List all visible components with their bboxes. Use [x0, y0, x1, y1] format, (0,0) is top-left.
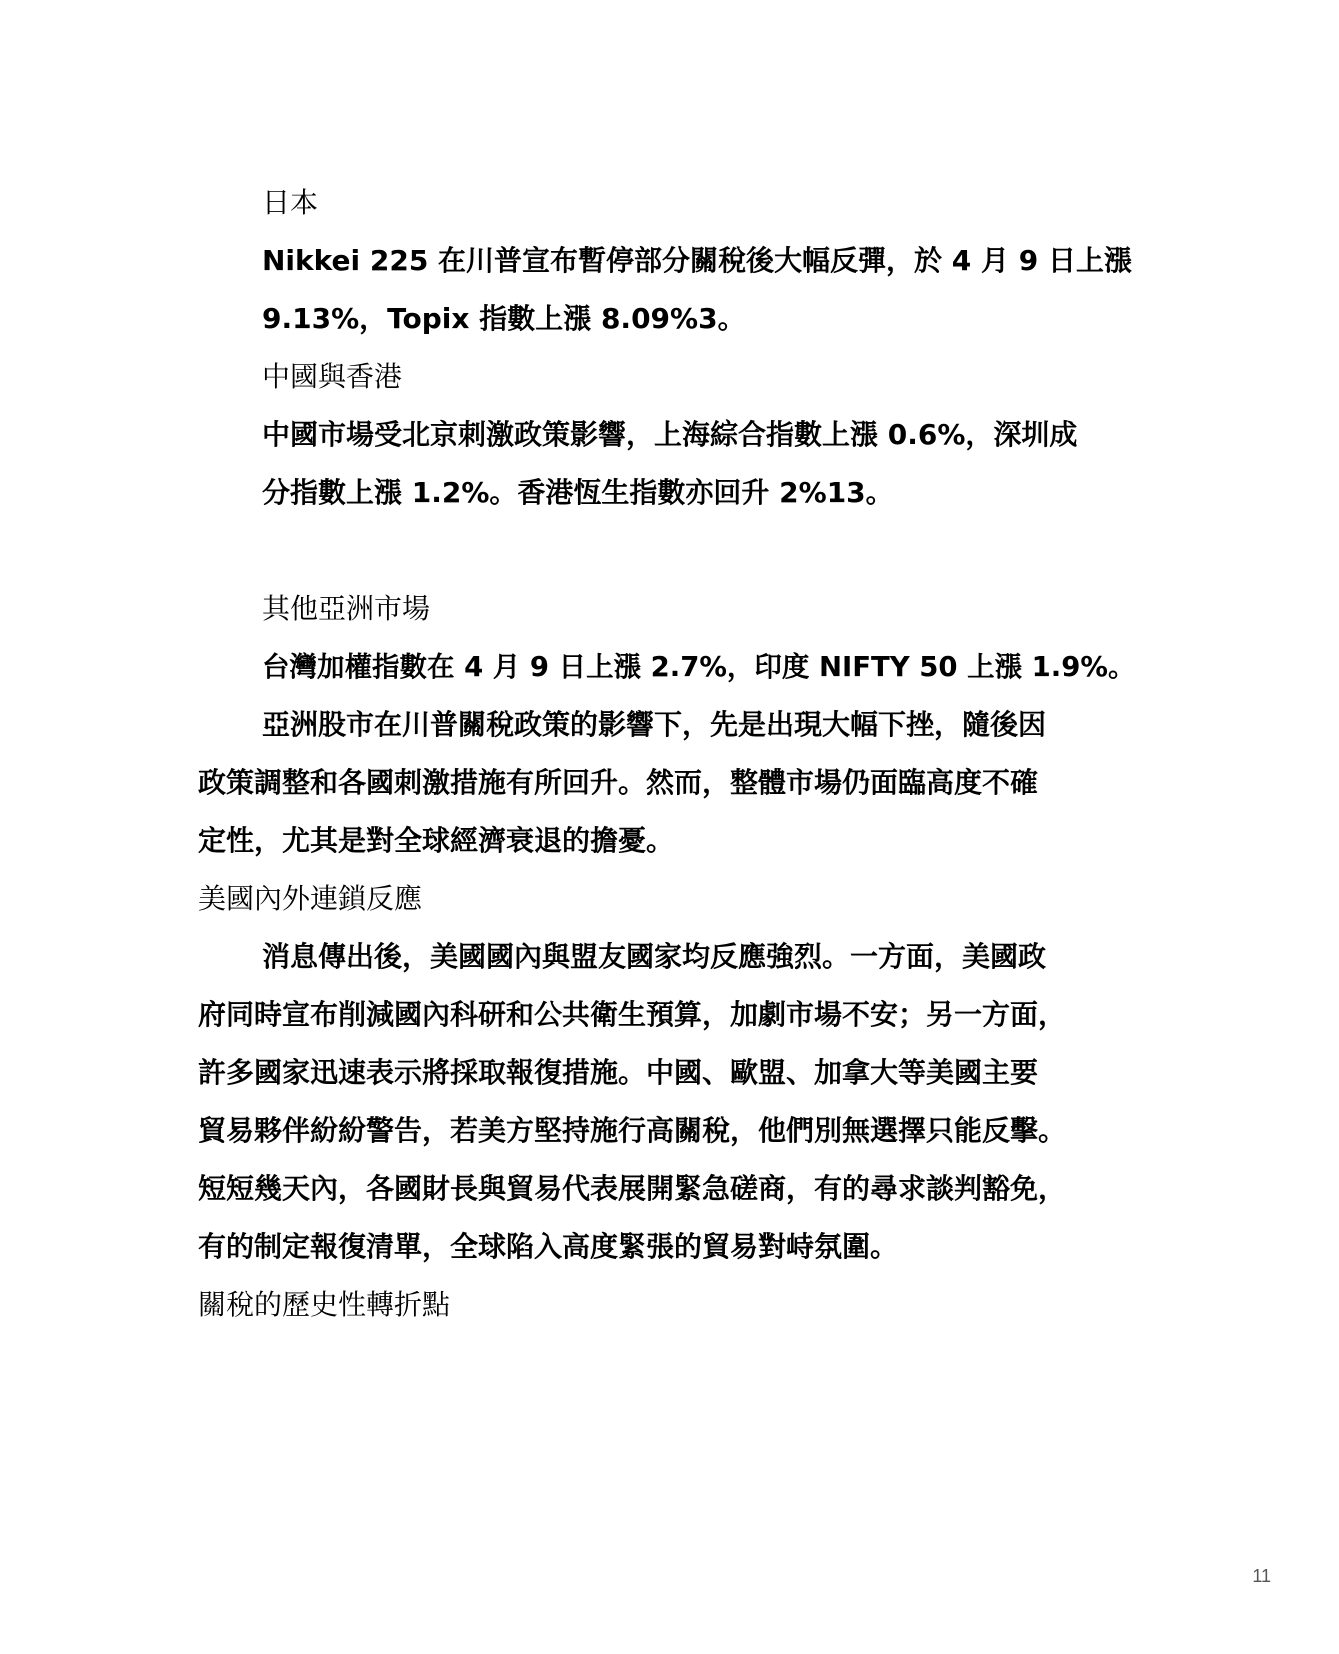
section-heading-japan: 日本	[262, 186, 319, 219]
paragraph-line: 9.13%，Topix 指數上漲 8.09%3。	[262, 302, 746, 335]
section-heading-other-asia: 其他亞洲市場	[262, 592, 431, 625]
paragraph-line: 台灣加權指數在 4 月 9 日上漲 2.7%，印度 NIFTY 50 上漲 1.9%。	[262, 651, 1136, 683]
paragraph-line: 府同時宣布削減國內科研和公共衛生預算，加劇市場不安；另一方面，	[198, 998, 1067, 1031]
section-heading-china-hk: 中國與香港	[262, 360, 403, 393]
paragraph-line: 分指數上漲 1.2%。香港恆生指數亦回升 2%13。	[262, 476, 894, 509]
paragraph-line: 定性，尤其是對全球經濟衰退的擔憂。	[198, 824, 675, 857]
page-number: 11	[1252, 1566, 1271, 1586]
section-heading-turning-point: 關稅的歷史性轉折點	[198, 1288, 451, 1321]
paragraph-line: 有的制定報復清單，全球陷入高度緊張的貿易對峙氛圍。	[198, 1230, 899, 1263]
paragraph-line: 消息傳出後，美國國內與盟友國家均反應強烈。一方面，美國政	[262, 940, 1047, 973]
paragraph-line: 亞洲股市在川普關稅政策的影響下，先是出現大幅下挫，隨後因	[262, 708, 1047, 741]
paragraph-line: 短短幾天內，各國財長與貿易代表展開緊急磋商，有的尋求談判豁免，	[198, 1172, 1067, 1205]
paragraph-line: 中國市場受北京刺激政策影響，上海綜合指數上漲 0.6%，深圳成	[262, 418, 1078, 451]
paragraph-line: 政策調整和各國刺激措施有所回升。然而，整體市場仍面臨高度不確	[198, 766, 1039, 799]
paragraph-line: 許多國家迅速表示將採取報復措施。中國、歐盟、加拿大等美國主要	[198, 1056, 1039, 1089]
section-heading-us-reaction: 美國內外連鎖反應	[198, 882, 423, 915]
paragraph-line: Nikkei 225 在川普宣布暫停部分關稅後大幅反彈，於 4 月 9 日上漲	[262, 244, 1133, 277]
paragraph-line: 貿易夥伴紛紛警告，若美方堅持施行高關稅，他們別無選擇只能反擊。	[198, 1114, 1067, 1147]
